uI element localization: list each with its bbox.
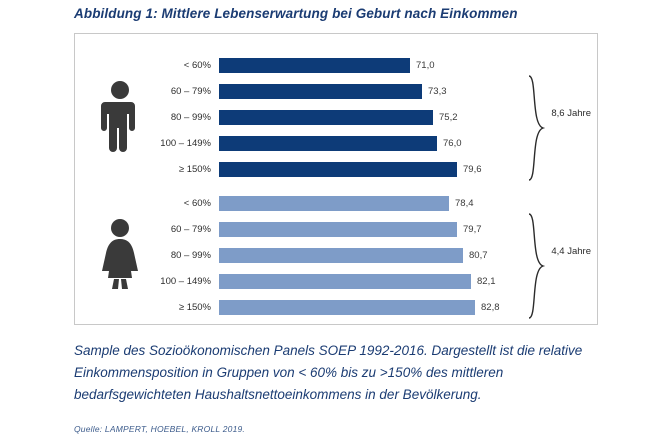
bar-female-1 <box>219 222 457 237</box>
chart-panel-male <box>75 48 597 184</box>
table-row <box>149 78 569 104</box>
bar-value-label: 82,1 <box>477 275 496 287</box>
bar-rows-male <box>149 52 569 182</box>
figure-caption: Sample des Sozioökonomischen Panels SOEP 1992-2016. Dargestellt ist die relative Einkommensposition in Gruppen von < 60% bis zu >150% des mittleren bedarfsgewichteten Haushaltsnettoeinkommens in der Bevölkerung. <box>74 343 583 402</box>
bar-male-2 <box>219 110 433 125</box>
bar-value-label: 76,0 <box>443 137 462 149</box>
bar-value-label: 78,4 <box>455 197 474 209</box>
female-range-label: 4,4 Jahre <box>551 246 591 257</box>
category-label: ≥ 150% <box>178 163 211 175</box>
bar-female-0 <box>219 196 449 211</box>
bar-track <box>219 242 569 268</box>
bar-track <box>219 130 569 156</box>
bar-female-4 <box>219 300 475 315</box>
table-row <box>149 242 569 268</box>
table-row <box>149 104 569 130</box>
bar-track <box>219 294 569 320</box>
category-label: 100 – 149% <box>160 275 211 287</box>
bar-male-0 <box>219 58 410 73</box>
bar-value-label: 71,0 <box>416 59 435 71</box>
bar-value-label: 75,2 <box>439 111 458 123</box>
male-range-label: 8,6 Jahre <box>551 108 591 119</box>
category-label: 100 – 149% <box>160 137 211 149</box>
category-label: 80 – 99% <box>170 111 211 123</box>
bar-male-3 <box>219 136 437 151</box>
bar-track <box>219 268 569 294</box>
bar-value-label: 79,7 <box>463 223 482 235</box>
category-label: < 60% <box>183 59 211 71</box>
bar-value-label: 79,6 <box>463 163 482 175</box>
male-figure-icon <box>97 80 143 152</box>
bar-rows-female <box>149 190 569 320</box>
table-row <box>149 156 569 182</box>
bar-female-3 <box>219 274 471 289</box>
bar-value-label: 73,3 <box>428 85 447 97</box>
female-figure-icon <box>97 218 143 290</box>
table-row <box>149 52 569 78</box>
page-title: Abbildung 1: Mittlere Lebenserwartung bei Geburt nach Einkommen <box>74 6 518 21</box>
curly-brace-icon <box>525 74 551 182</box>
bar-value-label: 82,8 <box>481 301 500 313</box>
category-label: 60 – 79% <box>170 85 211 97</box>
bar-track <box>219 190 569 216</box>
bar-male-4 <box>219 162 457 177</box>
table-row <box>149 294 569 320</box>
chart-panel-female <box>75 186 597 322</box>
bar-track <box>219 104 569 130</box>
bar-track <box>219 156 569 182</box>
bar-male-1 <box>219 84 422 99</box>
bar-female-2 <box>219 248 463 263</box>
bar-track <box>219 78 569 104</box>
category-label: ≥ 150% <box>178 301 211 313</box>
table-row <box>149 190 569 216</box>
bar-track <box>219 216 569 242</box>
category-label: 80 – 99% <box>170 249 211 261</box>
curly-brace-icon <box>525 212 551 320</box>
bar-value-label: 80,7 <box>469 249 488 261</box>
category-label: 60 – 79% <box>170 223 211 235</box>
figure-source: Quelle: LAMPERT, HOEBEL, KROLL 2019. <box>74 424 245 434</box>
table-row <box>149 268 569 294</box>
table-row <box>149 216 569 242</box>
bar-track <box>219 52 569 78</box>
chart-container <box>74 33 598 325</box>
category-label: < 60% <box>183 197 211 209</box>
table-row <box>149 130 569 156</box>
